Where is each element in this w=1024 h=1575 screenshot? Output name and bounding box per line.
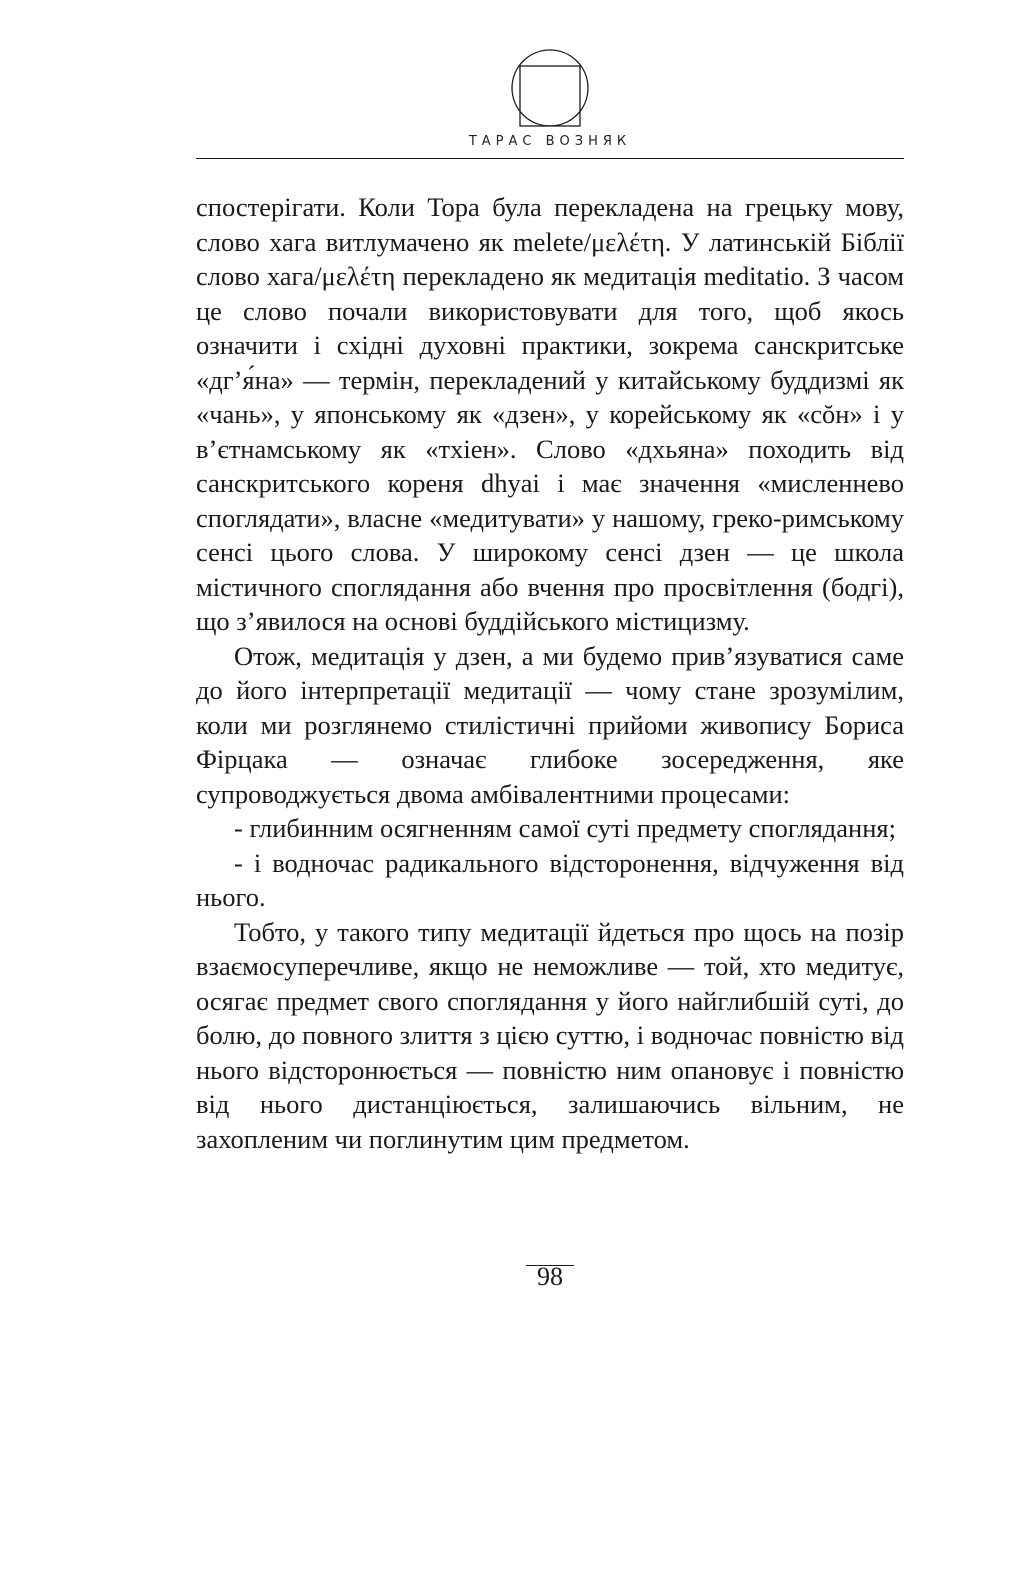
paragraph-1: спостерігати. Коли Тора була перекладена на грецьку мову, слово хага витлумачено як melete/μελέτη. У латинській Біблії слово хага/μελέτη перекладено як медитація meditatio. З часом це слово почали використовувати для того, щоб якось означити і східні духовні практики, зокрема санскритське «дг’я́на» — термін, перекладений у китайському буддизмі як «чань», у японському як «дзен», у корейському як «сŏн» і у в’єтнамському як «тхіен». Слово «дхьяна» походить від санскритського кореня dhyai і має значення «мисленнево споглядати», власне «медитувати» у нашому, греко-римському сенсі цього слова. У широкому сенсі дзен — це школа містичного споглядання або вчення про просвітлення (бодгі), що з’явилося на основі буддійського містицизму. bbox=[196, 192, 904, 636]
circle-square-emblem-icon bbox=[510, 48, 590, 128]
header-rule bbox=[196, 158, 904, 159]
list-item-1: - глибинним осягненням самої суті предмету споглядання; bbox=[234, 813, 896, 843]
paragraph-3: Тобто, у такого типу медитації йдеться про щось на позір взаємосуперечливе, якщо не неможливе — той, хто медитує, осягає предмет свого споглядання у його найглибшій суті, до болю, до повного злиття з цією суттю, і водночас повністю від нього відсторонюється — повністю ним опановує і повністю від нього дистанціюється, залишаючись вільним, не захопленим чи поглинутим цим предметом. bbox=[196, 916, 904, 1154]
paragraph-2: Отож, медитація у дзен, а ми будемо прив’язуватися саме до його інтерпретації медитації — чому стане зрозумілим, коли ми розглянемо стилістичні прийоми живопису Бориса Фірцака — означає глибоке зосередження, яке супроводжується двома амбівалентними процесами: bbox=[196, 640, 904, 809]
body-text bbox=[196, 190, 904, 1156]
list-item-2: - і водночас радикального відсторонення, відчуження від нього. bbox=[196, 847, 904, 912]
running-head-author: ТАРАС ВОЗНЯК bbox=[468, 134, 632, 149]
page-number: 98 bbox=[537, 1262, 563, 1291]
